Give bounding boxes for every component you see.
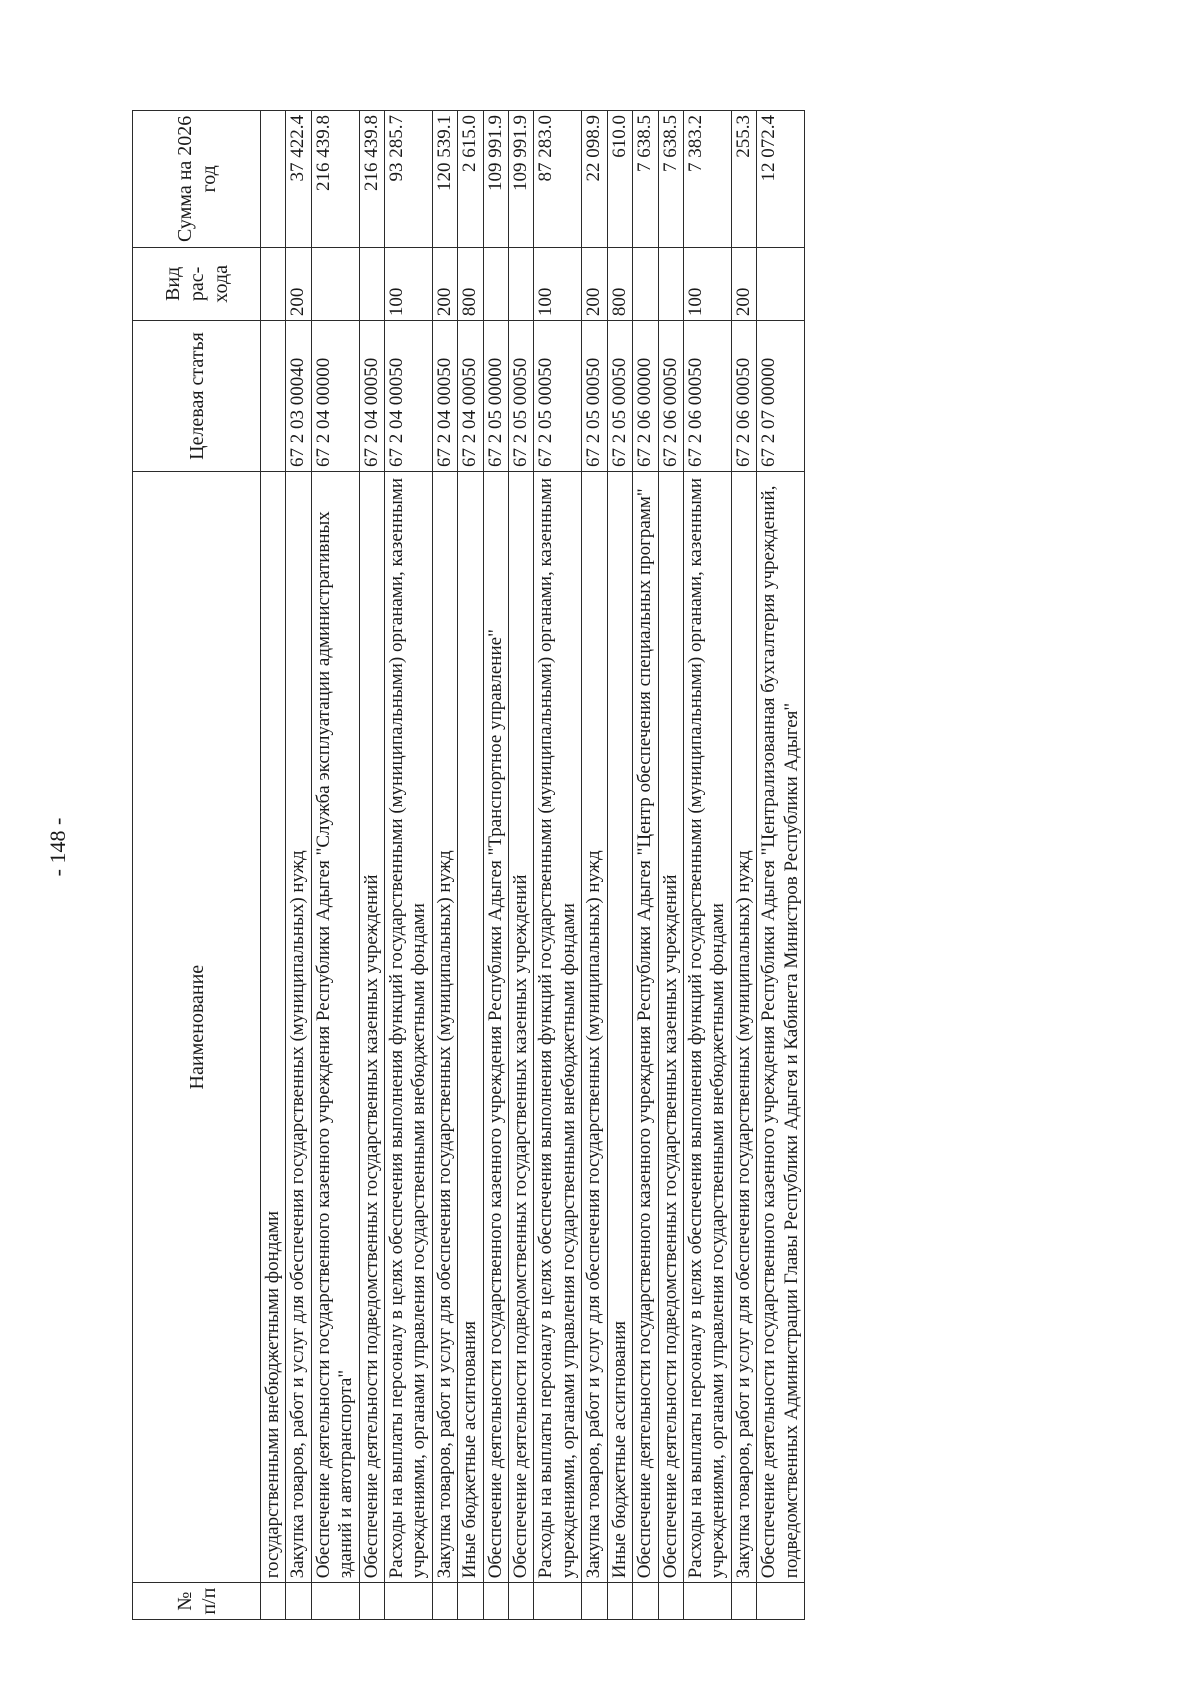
cell-code: 67 2 04 00050: [458, 321, 483, 472]
cell-sum: 12 072.4: [757, 111, 805, 248]
cell-kind: [483, 247, 508, 320]
table-row: [633, 111, 658, 1620]
table-row: [731, 111, 756, 1620]
cell-code: 67 2 05 00050: [582, 321, 607, 472]
cell-code: 67 2 05 00050: [607, 321, 632, 472]
table-row: [458, 111, 483, 1620]
cell-name: Закупка товаров, работ и услуг для обеспечения государственных (муниципальных) нужд: [286, 471, 311, 1582]
header-code: Целевая статья: [133, 321, 261, 472]
cell-name: Обеспечение деятельности государственного казенного учреждения Республики Адыгея "Служба эксплуатации административных зданий и автотранспорта": [311, 471, 359, 1582]
cell-code: 67 2 04 00050: [432, 321, 457, 472]
cell-code: [261, 321, 286, 472]
cell-kind: 200: [286, 247, 311, 320]
cell-sum: 109 991.9: [509, 111, 534, 248]
cell-sum: 255.3: [731, 111, 756, 248]
cell-num: [311, 1583, 359, 1620]
cell-kind: 100: [683, 247, 731, 320]
cell-sum: 610.0: [607, 111, 632, 248]
cell-sum: 109 991.9: [483, 111, 508, 248]
cell-name: Расходы на выплаты персоналу в целях обеспечения выполнения функций государственными (муниципальными) органами, казенными учреждениями, органами управления государственными внебюджетными фондами: [683, 471, 731, 1582]
page-number: - 148 -: [45, 817, 70, 877]
table-row: [483, 111, 508, 1620]
table-row: [286, 111, 311, 1620]
cell-num: [534, 1583, 582, 1620]
cell-num: [509, 1583, 534, 1620]
cell-sum: 7 638.5: [658, 111, 683, 248]
cell-code: 67 2 03 00040: [286, 321, 311, 472]
table-row: [261, 111, 286, 1620]
cell-num: [385, 1583, 433, 1620]
cell-name: Иные бюджетные ассигнования: [607, 471, 632, 1582]
cell-code: 67 2 05 00050: [509, 321, 534, 472]
cell-num: [286, 1583, 311, 1620]
cell-num: [582, 1583, 607, 1620]
cell-code: 67 2 06 00050: [731, 321, 756, 472]
cell-kind: 100: [385, 247, 433, 320]
cell-sum: 22 098.9: [582, 111, 607, 248]
cell-kind: 100: [534, 247, 582, 320]
cell-code: 67 2 04 00050: [359, 321, 384, 472]
table-row: [359, 111, 384, 1620]
cell-sum: 87 283.0: [534, 111, 582, 248]
cell-kind: 200: [731, 247, 756, 320]
table-row: [432, 111, 457, 1620]
cell-name: Обеспечение деятельности подведомственных государственных казенных учреждений: [509, 471, 534, 1582]
cell-kind: [359, 247, 384, 320]
cell-num: [483, 1583, 508, 1620]
table-row: [509, 111, 534, 1620]
cell-kind: [509, 247, 534, 320]
cell-name: Закупка товаров, работ и услуг для обеспечения государственных (муниципальных) нужд: [432, 471, 457, 1582]
table-row: [534, 111, 582, 1620]
cell-name: Иные бюджетные ассигнования: [458, 471, 483, 1582]
cell-name: Закупка товаров, работ и услуг для обеспечения государственных (муниципальных) нужд: [582, 471, 607, 1582]
cell-name: Обеспечение деятельности государственного казенного учреждения Республики Адыгея "Транспортное управление": [483, 471, 508, 1582]
cell-kind: [311, 247, 359, 320]
cell-sum: 2 615.0: [458, 111, 483, 248]
cell-sum: 216 439.8: [359, 111, 384, 248]
cell-name: Обеспечение деятельности государственного казенного учреждения Республики Адыгея "Центр обеспечения специальных программ": [633, 471, 658, 1582]
header-num: № п/п: [133, 1583, 261, 1620]
cell-num: [458, 1583, 483, 1620]
table-row: [658, 111, 683, 1620]
table-row: [311, 111, 359, 1620]
cell-kind: [658, 247, 683, 320]
cell-code: 67 2 04 00000: [311, 321, 359, 472]
cell-name: Закупка товаров, работ и услуг для обеспечения государственных (муниципальных) нужд: [731, 471, 756, 1582]
cell-code: 67 2 06 00050: [683, 321, 731, 472]
cell-num: [683, 1583, 731, 1620]
cell-name: Обеспечение деятельности подведомственных государственных казенных учреждений: [359, 471, 384, 1582]
header-kind: Вид рас-хода: [133, 247, 261, 320]
cell-num: [261, 1583, 286, 1620]
cell-num: [658, 1583, 683, 1620]
cell-name: Обеспечение деятельности подведомственных государственных казенных учреждений: [658, 471, 683, 1582]
cell-kind: 800: [607, 247, 632, 320]
table-body: [261, 111, 805, 1620]
table-row: [385, 111, 433, 1620]
cell-num: [731, 1583, 756, 1620]
cell-sum: [261, 111, 286, 248]
cell-code: 67 2 05 00000: [483, 321, 508, 472]
cell-num: [757, 1583, 805, 1620]
cell-code: 67 2 06 00050: [658, 321, 683, 472]
cell-kind: 200: [582, 247, 607, 320]
cell-kind: [261, 247, 286, 320]
cell-sum: 7 638.5: [633, 111, 658, 248]
table-row: [582, 111, 607, 1620]
cell-code: 67 2 05 00050: [534, 321, 582, 472]
header-name: Наименование: [133, 471, 261, 1582]
cell-sum: 93 285.7: [385, 111, 433, 248]
cell-num: [432, 1583, 457, 1620]
cell-code: 67 2 07 00000: [757, 321, 805, 472]
table-row: [757, 111, 805, 1620]
budget-table: [132, 110, 805, 1620]
cell-name: государственными внебюджетными фондами: [261, 471, 286, 1582]
cell-num: [607, 1583, 632, 1620]
cell-num: [633, 1583, 658, 1620]
cell-kind: 200: [432, 247, 457, 320]
cell-sum: 216 439.8: [311, 111, 359, 248]
cell-kind: 800: [458, 247, 483, 320]
table-header-row: [133, 111, 261, 1620]
table-row: [607, 111, 632, 1620]
cell-name: Обеспечение деятельности государственного казенного учреждения Республики Адыгея "Централизованная бухгалтерия учреждений, подведомственных Администрации Главы Республики Адыгея и Кабинета Министров Республики Адыгея": [757, 471, 805, 1582]
cell-sum: 120 539.1: [432, 111, 457, 248]
table-row: [683, 111, 731, 1620]
cell-code: 67 2 06 00000: [633, 321, 658, 472]
cell-code: 67 2 04 00050: [385, 321, 433, 472]
cell-sum: 7 383.2: [683, 111, 731, 248]
cell-num: [359, 1583, 384, 1620]
budget-table-sheet: [132, 110, 1200, 1620]
cell-sum: 37 422.4: [286, 111, 311, 248]
cell-name: Расходы на выплаты персоналу в целях обеспечения выполнения функций государственными (муниципальными) органами, казенными учреждениями, органами управления государственными внебюджетными фондами: [385, 471, 433, 1582]
cell-kind: [633, 247, 658, 320]
cell-name: Расходы на выплаты персоналу в целях обеспечения выполнения функций государственными (муниципальными) органами, казенными учреждениями, органами управления государственными внебюджетными фондами: [534, 471, 582, 1582]
header-sum: Сумма на 2026 год: [133, 111, 261, 248]
cell-kind: [757, 247, 805, 320]
